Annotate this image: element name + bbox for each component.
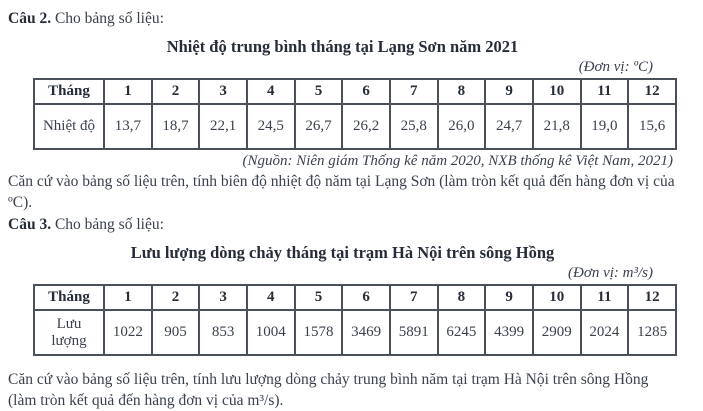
month-column-header: Tháng [34, 285, 104, 310]
month-column-header: Tháng [34, 79, 104, 104]
flow-row-label: Lưu lượng [34, 310, 104, 355]
question3-task-text: Căn cứ vào bảng số liệu trên, tính lưu lượng dòng chảy trung bình năm tại trạm Hà Nội trên sông Hồng (làm tròn kết quả đến hàng đơn vị của m³/s). [8, 371, 649, 409]
temperature-table [33, 78, 677, 150]
temperature-value-cell: 13,7 [104, 104, 152, 149]
month-header-cell: 11 [581, 79, 629, 104]
flow-value-cell: 1004 [247, 310, 295, 355]
month-header-cell: 6 [342, 285, 390, 310]
temperature-value-cell: 24,7 [485, 104, 533, 149]
flow-value-cell: 1022 [104, 310, 152, 355]
month-header-cell: 9 [485, 79, 533, 104]
table2-title: Lưu lượng dòng chảy tháng tại trạm Hà Nội trên sông Hồng [130, 243, 555, 262]
temperature-value-cell: 26,2 [342, 104, 390, 149]
table1-unit-note: (Đơn vị: ºC) [578, 59, 653, 75]
month-header-cell: 2 [152, 79, 200, 104]
flow-value-cell: 905 [152, 310, 200, 355]
temperature-value-cell: 24,5 [247, 104, 295, 149]
month-header-cell: 5 [295, 285, 343, 310]
flow-value-cell: 2024 [581, 310, 629, 355]
temperature-row-label: Nhiệt độ [34, 104, 104, 149]
flow-value-cell: 6245 [438, 310, 486, 355]
table2-unit-note: (Đơn vị: m³/s) [568, 265, 653, 281]
month-header-cell: 7 [390, 79, 438, 104]
temperature-value-cell: 21,8 [533, 104, 581, 149]
month-header-cell: 4 [247, 285, 295, 310]
month-header-cell: 9 [485, 285, 533, 310]
month-header-cell: 11 [581, 285, 629, 310]
month-header-cell: 3 [199, 79, 247, 104]
temperature-value-cell: 18,7 [152, 104, 200, 149]
table-data-row [34, 310, 676, 355]
question2-intro-line [8, 9, 677, 29]
flow-value-cell: 853 [199, 310, 247, 355]
flow-value-cell: 5891 [390, 310, 438, 355]
table-header-row [34, 285, 676, 310]
temperature-value-cell: 25,8 [390, 104, 438, 149]
month-header-cell: 4 [247, 79, 295, 104]
question3-label: Câu 3. [8, 216, 52, 233]
flow-value-cell: 1578 [295, 310, 343, 355]
question2-intro-text: Cho bảng số liệu: [54, 10, 164, 27]
month-header-cell: 12 [628, 79, 676, 104]
month-header-cell: 7 [390, 285, 438, 310]
month-header-cell: 10 [533, 285, 581, 310]
flow-value-cell: 3469 [342, 310, 390, 355]
month-header-cell: 8 [438, 285, 486, 310]
temperature-value-cell: 15,6 [628, 104, 676, 149]
month-header-cell: 3 [199, 285, 247, 310]
month-header-cell: 2 [152, 285, 200, 310]
month-header-cell: 1 [104, 285, 152, 310]
question2-label: Câu 2. [8, 10, 52, 27]
table1-source-note: (Nguồn: Niên giám Thống kê năm 2020, NXB thống kê Việt Nam, 2021) [242, 153, 673, 169]
flow-value-cell: 1285 [628, 310, 676, 355]
table1-title: Nhiệt độ trung bình tháng tại Lạng Sơn năm 2021 [166, 37, 519, 56]
month-header-cell: 1 [104, 79, 152, 104]
month-header-cell: 12 [628, 285, 676, 310]
question3-intro-text: Cho bảng số liệu: [54, 216, 164, 233]
temperature-value-cell: 26,7 [295, 104, 343, 149]
temperature-value-cell: 26,0 [438, 104, 486, 149]
temperature-value-cell: 19,0 [581, 104, 629, 149]
table-header-row [34, 79, 676, 104]
flow-value-cell: 2909 [533, 310, 581, 355]
question2-task-text: Căn cứ vào bảng số liệu trên, tính biên độ nhiệt độ năm tại Lạng Sơn (làm tròn kết quả đến hàng đơn vị của ºC). [8, 173, 675, 211]
month-header-cell: 8 [438, 79, 486, 104]
flow-value-cell: 4399 [485, 310, 533, 355]
flow-table [33, 284, 677, 356]
question3-intro-line [8, 215, 677, 235]
month-header-cell: 6 [342, 79, 390, 104]
month-header-cell: 10 [533, 79, 581, 104]
temperature-value-cell: 22,1 [199, 104, 247, 149]
table-data-row [34, 104, 676, 149]
month-header-cell: 5 [295, 79, 343, 104]
